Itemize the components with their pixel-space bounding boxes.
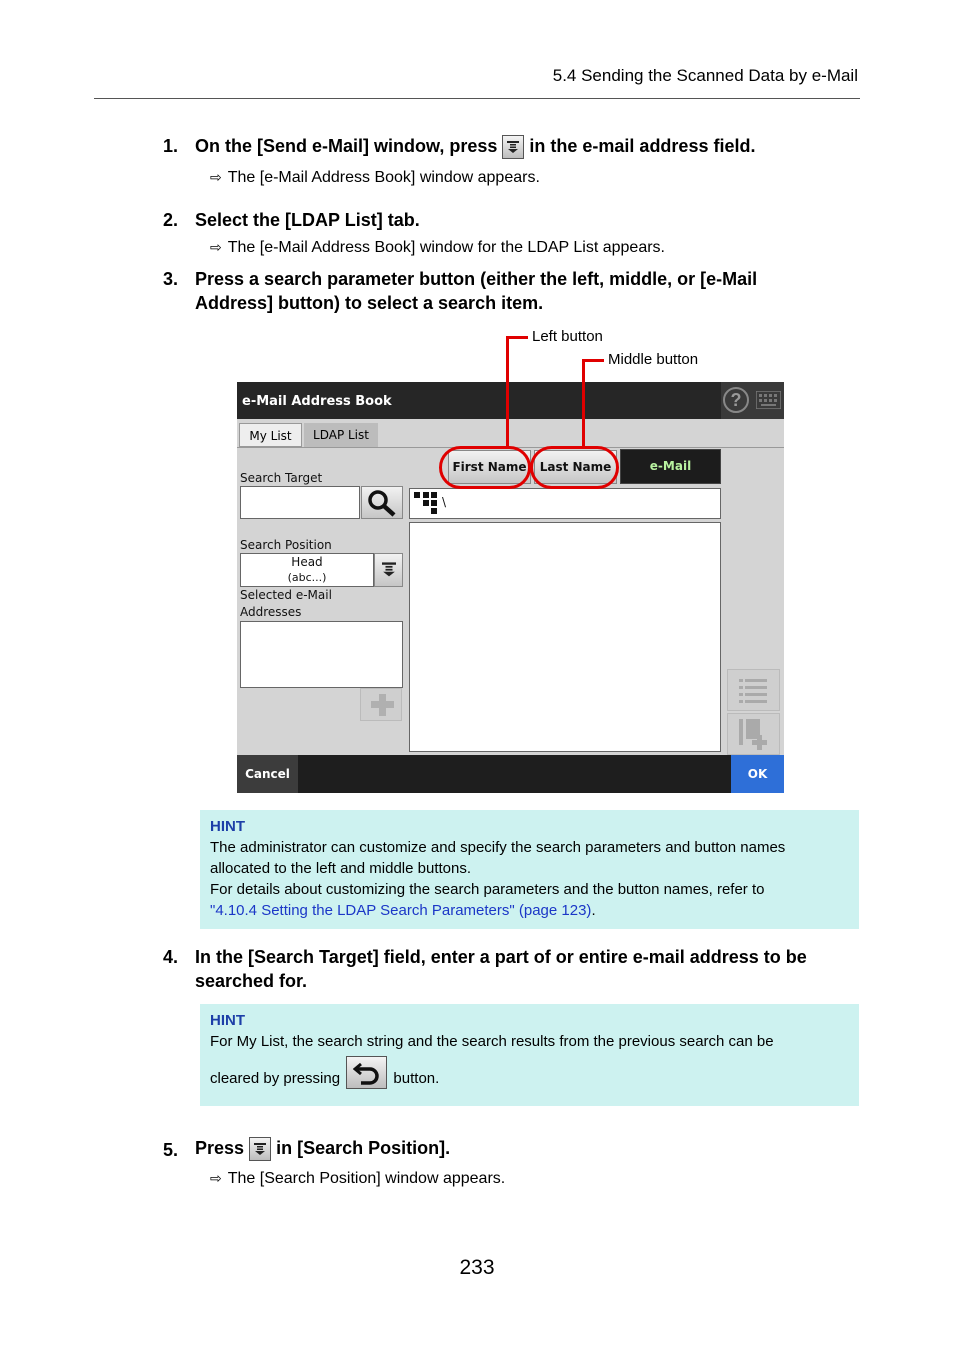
hint-2-line1: For My List, the search string and the search results from the previous search can be bbox=[210, 1033, 774, 1050]
hint-1-line2: allocated to the left and middle buttons. bbox=[210, 860, 472, 877]
ldap-results-list[interactable] bbox=[409, 522, 721, 752]
list-icon bbox=[739, 677, 769, 705]
tab-my-list[interactable]: My List bbox=[239, 423, 302, 447]
add-icon bbox=[369, 692, 395, 718]
add-to-list-button[interactable] bbox=[727, 713, 780, 755]
email-address-book-screenshot bbox=[237, 382, 784, 793]
search-target-label: Search Target bbox=[240, 471, 323, 485]
step-1-text-after: in the e-mail address field. bbox=[529, 136, 756, 156]
callout-left-button: Left button bbox=[532, 328, 603, 345]
hint-1-link-suffix: . bbox=[591, 902, 596, 919]
ldap-path-text: \ bbox=[442, 495, 447, 509]
search-button[interactable] bbox=[361, 486, 403, 519]
hint-box-1 bbox=[200, 810, 859, 929]
first-name-button[interactable]: First Name bbox=[448, 450, 531, 484]
step-3-line1: Press a search parameter button (either the left, middle, or [e-Mail bbox=[195, 269, 758, 289]
step-1-text bbox=[195, 134, 755, 159]
step-4-line1: In the [Search Target] field, enter a part of or entire e-mail address to be bbox=[195, 947, 807, 967]
hint-1-line1: The administrator can customize and specify the search parameters and button names bbox=[210, 839, 786, 856]
bottom-bar bbox=[237, 755, 784, 793]
add-to-list-icon bbox=[737, 717, 771, 751]
page-number: 233 bbox=[459, 1256, 495, 1279]
search-position-dropdown-button[interactable] bbox=[374, 553, 403, 587]
callout-left-line-h bbox=[506, 336, 528, 339]
hint-2-line2 bbox=[210, 1056, 849, 1089]
step-1-result bbox=[210, 169, 540, 187]
dropdown-icon bbox=[249, 1137, 271, 1161]
cancel-button[interactable]: Cancel bbox=[237, 755, 298, 793]
search-position-field[interactable] bbox=[240, 553, 374, 587]
step-2-result-text: The [e-Mail Address Book] window for the LDAP List appears. bbox=[227, 239, 665, 256]
section-header: 5.4 Sending the Scanned Data by e-Mail bbox=[552, 66, 858, 85]
step-2-text: Select the [LDAP List] tab. bbox=[195, 210, 420, 230]
callout-middle-line-v bbox=[582, 359, 585, 448]
step-2-result bbox=[210, 239, 665, 257]
selected-addresses-label-line1: Selected e-Mail bbox=[240, 588, 332, 602]
step-5-result bbox=[210, 1170, 505, 1188]
search-position-value-line2: (abc...) bbox=[287, 571, 327, 584]
step-5-text-after: in [Search Position]. bbox=[276, 1138, 451, 1158]
hint-2-title: HINT bbox=[210, 1012, 245, 1029]
step-2-number: 2. bbox=[163, 210, 179, 230]
hint-2-line2-after: button. bbox=[393, 1070, 440, 1087]
ldap-tree-icon bbox=[414, 492, 438, 514]
hint-1-line4 bbox=[210, 900, 849, 921]
callout-middle-button: Middle button bbox=[608, 351, 699, 368]
hint-box-2 bbox=[200, 1004, 859, 1106]
hint-1-line3: For details about customizing the search parameters and the button names, refer to bbox=[210, 881, 765, 898]
dropdown-icon bbox=[382, 562, 396, 578]
left-button-highlight bbox=[439, 446, 531, 489]
search-target-input[interactable] bbox=[240, 486, 360, 519]
back-icon bbox=[353, 1060, 381, 1086]
hint-1-link[interactable]: "4.10.4 Setting the LDAP Search Parameters" (page 123) bbox=[210, 902, 592, 919]
result-arrow-icon: ⇨ bbox=[210, 239, 222, 255]
header-rule bbox=[94, 98, 860, 99]
step-1-result-text: The [e-Mail Address Book] window appears. bbox=[227, 169, 540, 186]
search-icon bbox=[366, 489, 398, 517]
step-5-result-text: The [Search Position] window appears. bbox=[227, 1170, 506, 1187]
step-5-number: 5. bbox=[163, 1140, 179, 1160]
selected-addresses-list[interactable] bbox=[240, 621, 403, 688]
last-name-button[interactable]: Last Name bbox=[534, 450, 617, 484]
ldap-path-field bbox=[409, 488, 721, 519]
step-3-number: 3. bbox=[163, 269, 179, 289]
search-position-label: Search Position bbox=[240, 538, 332, 552]
ok-button[interactable]: OK bbox=[731, 755, 784, 793]
list-button[interactable] bbox=[727, 669, 780, 711]
callout-middle-line-h bbox=[582, 359, 604, 362]
dropdown-icon bbox=[502, 135, 524, 159]
step-3-line2: Address] button) to select a search item. bbox=[195, 293, 544, 313]
keyboard-icon[interactable] bbox=[756, 391, 781, 409]
callout-left-line-v bbox=[506, 336, 509, 448]
step-5-text bbox=[195, 1136, 450, 1161]
add-button[interactable] bbox=[360, 688, 402, 721]
tab-ldap-list[interactable]: LDAP List bbox=[304, 423, 378, 447]
step-4-line2: searched for. bbox=[195, 971, 308, 991]
middle-button-highlight bbox=[530, 446, 619, 489]
window-title: e-Mail Address Book bbox=[242, 394, 392, 409]
back-button bbox=[346, 1056, 387, 1089]
help-icon[interactable]: ? bbox=[723, 387, 749, 413]
step-1-number: 1. bbox=[163, 136, 179, 156]
step-4-number: 4. bbox=[163, 947, 179, 967]
selected-addresses-label-line2: Addresses bbox=[240, 605, 302, 619]
result-arrow-icon: ⇨ bbox=[210, 169, 222, 185]
result-arrow-icon: ⇨ bbox=[210, 1170, 222, 1186]
step-1-text-before: On the [Send e-Mail] window, press bbox=[195, 136, 498, 156]
email-address-button[interactable]: e-Mail bbox=[620, 449, 721, 484]
step-5-text-before: Press bbox=[195, 1138, 245, 1158]
search-position-value-line1: Head bbox=[291, 555, 323, 569]
hint-2-line2-before: cleared by pressing bbox=[210, 1070, 341, 1087]
hint-1-title: HINT bbox=[210, 818, 245, 835]
